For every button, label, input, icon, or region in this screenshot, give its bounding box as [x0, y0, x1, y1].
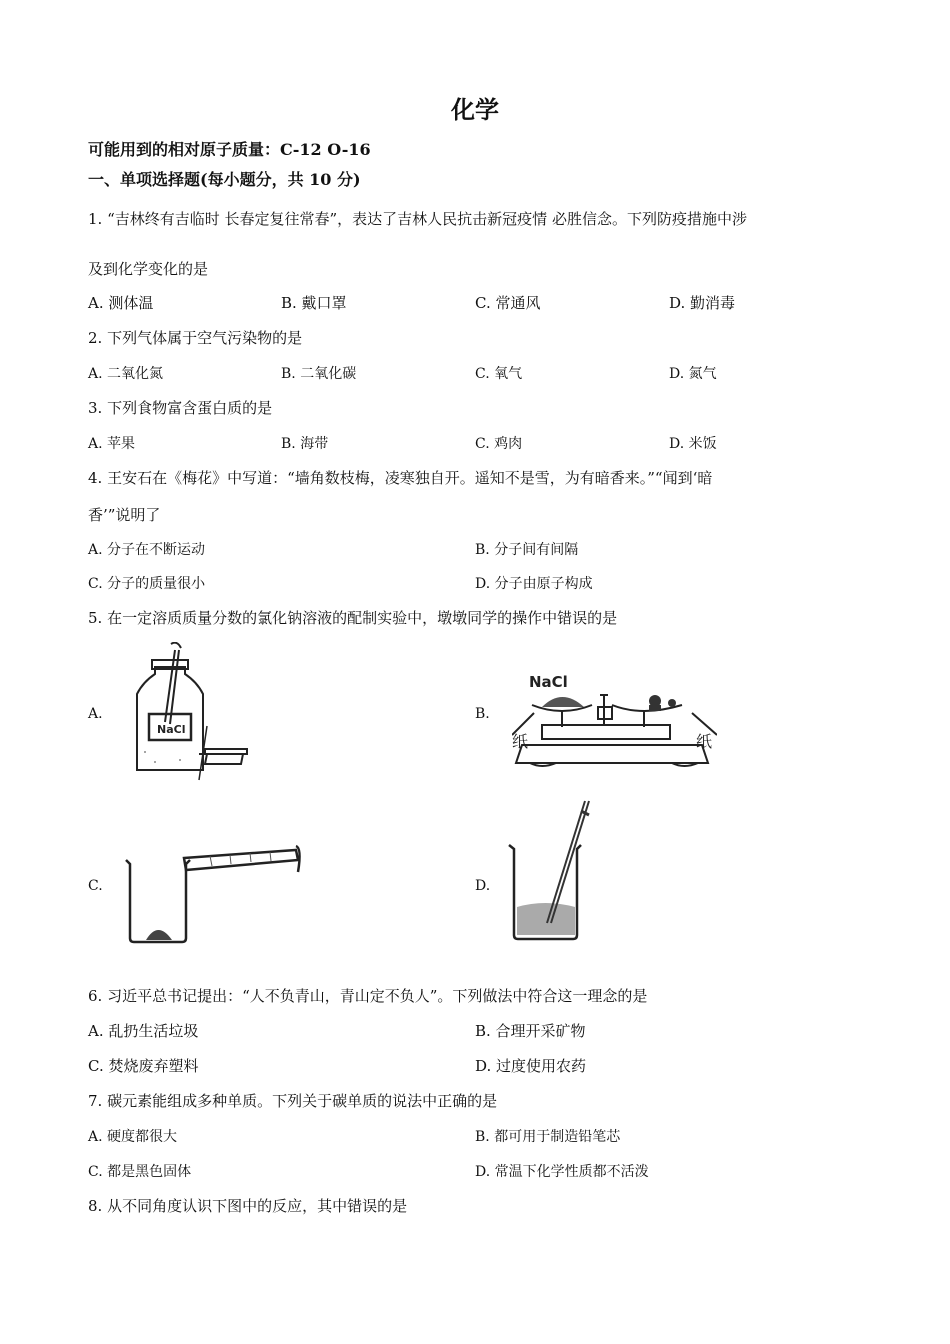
q4-option-c: C. 分子的质量很小: [88, 576, 206, 592]
q2-stem: 2. 下列气体属于空气污染物的是: [88, 329, 303, 347]
q4-option-b: B. 分子间有间隔: [475, 542, 579, 558]
q1-option-d: D. 勤消毒: [669, 294, 736, 312]
q2-option-a: A. 二氧化氮: [88, 366, 164, 382]
q4-stem-line1: 4. 王安石在《梅花》中写道：“墙角数枝梅，凌寒独自开。遥知不是雪，为有暗香来。”“闻到‘暗: [88, 469, 713, 487]
q1-stem-line2: 及到化学变化的是: [88, 260, 209, 278]
q6-option-c: C. 焚烧废弃塑料: [88, 1057, 199, 1075]
q2-option-d: D. 氮气: [669, 366, 717, 382]
figure-b-paper-right: 纸: [696, 732, 713, 751]
figure-a-label-text: NaCl: [157, 723, 186, 736]
figure-pouring: [120, 820, 305, 945]
q6-stem: 6. 习近平总书记提出：“人不负青山，青山定不负人”。下列做法中符合这一理念的是: [88, 987, 648, 1005]
q7-option-d: D. 常温下化学性质都不活泼: [475, 1164, 649, 1180]
q3-option-d: D. 米饭: [669, 436, 717, 452]
q2-option-b: B. 二氧化碳: [281, 366, 357, 382]
q3-option-c: C. 鸡肉: [475, 436, 523, 452]
q4-stem-line2: 香’”说明了: [88, 506, 161, 524]
figure-stirring: [505, 795, 605, 945]
figure-b-nacl-text: NaCl: [529, 673, 568, 691]
section-heading: 一、单项选择题(每小题分，共 10 分): [88, 170, 361, 189]
atomic-mass-note: 可能用到的相对原子质量：C-12 O-16: [88, 140, 371, 159]
q5-label-b: B.: [475, 706, 490, 722]
q4-option-d: D. 分子由原子构成: [475, 576, 593, 592]
figure-reagent-bottle: [125, 642, 255, 782]
q5-label-d: D.: [475, 878, 491, 894]
q1-stem-line1: 1. “吉林终有吉临时 长春定复往常春”，表达了吉林人民抗击新冠疫情 必胜信念。下列防疫措施中涉: [88, 210, 747, 228]
q2-option-c: C. 氧气: [475, 366, 523, 382]
figure-b-paper-left: 纸: [512, 732, 529, 751]
q1-option-a: A. 测体温: [88, 294, 154, 312]
q5-label-c: C.: [88, 878, 103, 894]
figure-balance: [512, 665, 717, 775]
q8-stem: 8. 从不同角度认识下图中的反应，其中错误的是: [88, 1197, 408, 1215]
q6-option-a: A. 乱扔生活垃圾: [88, 1022, 199, 1040]
q5-label-a: A.: [88, 706, 103, 722]
q3-option-a: A. 苹果: [88, 436, 136, 452]
q7-option-a: A. 硬度都很大: [88, 1129, 178, 1145]
q7-stem: 7. 碳元素能组成多种单质。下列关于碳单质的说法中正确的是: [88, 1092, 498, 1110]
q6-option-b: B. 合理开采矿物: [475, 1022, 586, 1040]
q7-option-b: B. 都可用于制造铅笔芯: [475, 1129, 621, 1145]
q3-option-b: B. 海带: [281, 436, 329, 452]
page-title: 化学: [451, 95, 499, 124]
q1-option-b: B. 戴口罩: [281, 294, 347, 312]
q6-option-d: D. 过度使用农药: [475, 1057, 587, 1075]
q7-option-c: C. 都是黑色固体: [88, 1164, 192, 1180]
q4-option-a: A. 分子在不断运动: [88, 542, 206, 558]
q3-stem: 3. 下列食物富含蛋白质的是: [88, 399, 273, 417]
q1-option-c: C. 常通风: [475, 294, 541, 312]
q5-stem: 5. 在一定溶质质量分数的氯化钠溶液的配制实验中，墩墩同学的操作中错误的是: [88, 609, 618, 627]
